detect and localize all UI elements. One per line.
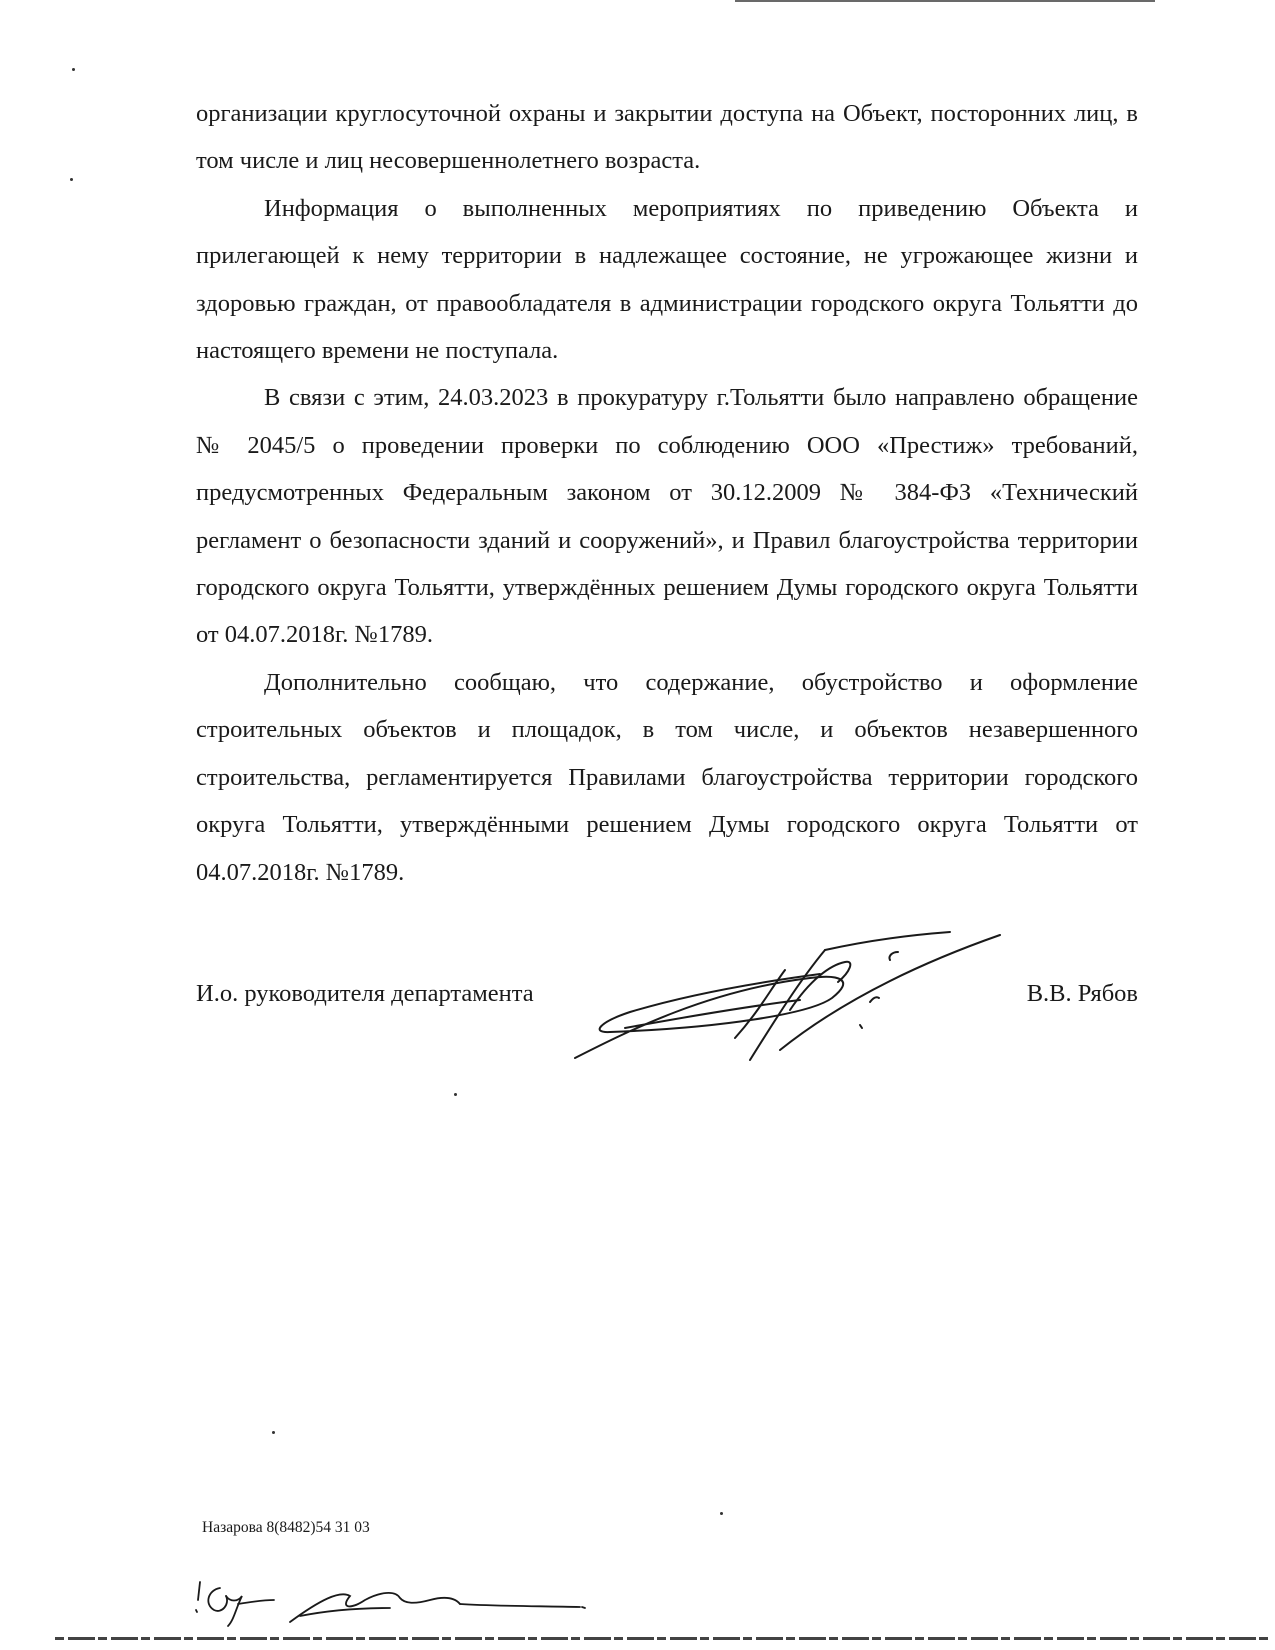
contact-person: Назарова 8(8482)54 31 03 — [202, 1519, 370, 1536]
scan-speck — [454, 1093, 457, 1096]
scan-speck — [72, 68, 75, 71]
scan-artifact-bottom-line — [55, 1637, 1270, 1640]
paragraph-continuation: организации круглосуточной охраны и закрытии доступа на Объект, посторонних лиц, в том числе и лиц несовершеннолетнего возраста. — [196, 100, 1138, 175]
paragraph-prosecutor-request: В связи с этим, 24.03.2023 в прокуратуру г.Тольятти было направлено обращение № 2045/5 о проведении проверки по соблюдению ООО «Престиж» требований, предусмотренных Федеральным законом от 30.12.2009 № 384-ФЗ «Технический регламент о безопасности зданий и сооружений», и Правил благоустройства территории городского округа Тольятти, утверждённых решением Думы городского округа Тольятти от 04.07.2018г. №1789. — [196, 384, 1138, 649]
approval-initials-visa — [190, 1560, 620, 1630]
signer-title: И.о. руководителя департамента — [196, 980, 534, 1007]
handwritten-signature — [570, 910, 1030, 1070]
scan-speck — [70, 178, 73, 181]
letter-body — [196, 90, 1138, 896]
signer-name: В.В. Рябов — [1026, 980, 1138, 1007]
paragraph-information: Информация о выполненных мероприятиях по приведению Объекта и прилегающей к нему территории в надлежащее состояние, не угрожающее жизни и здоровью граждан, от правообладателя в администрации городского округа Тольятти до настоящего времени не поступала. — [196, 194, 1138, 365]
scan-artifact-top-line — [735, 0, 1155, 2]
paragraph-additional-info: Дополнительно сообщаю, что содержание, обустройство и оформление строительных объектов и площадок, в том числе, и объектов незавершенного строительства, регламентируется Правилами благоустройства территории городского округа Тольятти, утверждёнными решением Думы городского округа Тольятти от 04.07.2018г. №1789. — [196, 668, 1138, 886]
scan-speck — [272, 1431, 275, 1434]
scan-speck — [720, 1512, 723, 1515]
